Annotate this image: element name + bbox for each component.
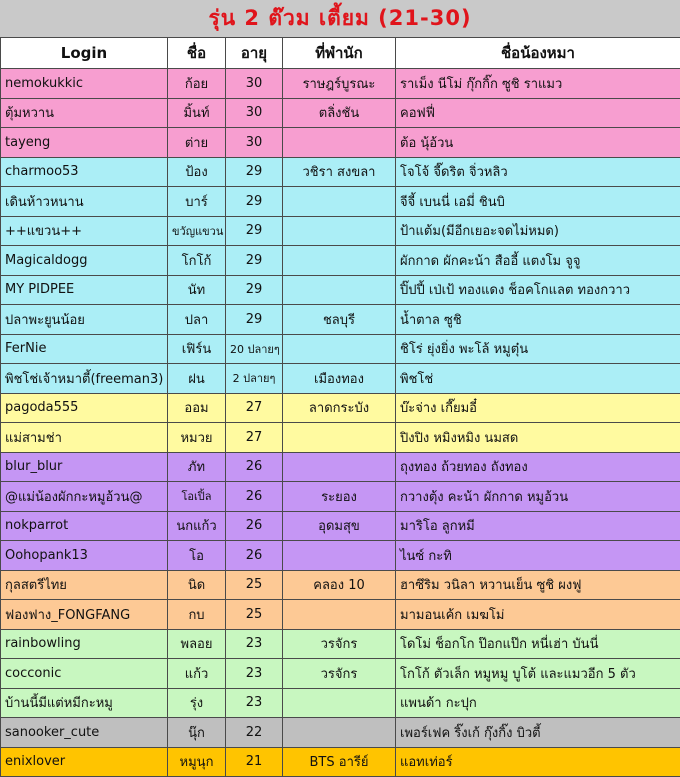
cell-pets: ต้อ นุ้อ้วน (396, 128, 680, 158)
cell-age: 25 (226, 570, 283, 600)
cell-login: MY PIDPEE (1, 275, 168, 305)
cell-place: เมืองทอง (283, 364, 396, 394)
cell-name: หมูนุก (168, 747, 226, 777)
table-row (1, 364, 680, 394)
cell-age: 30 (226, 128, 283, 158)
table-row (1, 69, 680, 99)
cell-place (283, 541, 396, 571)
cell-name: ปลา (168, 305, 226, 335)
cell-login: @แม่น้องผักกะหมูอ้วน@ (1, 482, 168, 512)
cell-place (283, 423, 396, 453)
cell-name: โอ (168, 541, 226, 571)
cell-age: 26 (226, 541, 283, 571)
cell-pets: ป้าแต้ม(มีอีกเยอะจดไม่หมด) (396, 216, 680, 246)
cell-age: 29 (226, 157, 283, 187)
cell-login: cocconic (1, 659, 168, 689)
cell-name: นิด (168, 570, 226, 600)
table-row (1, 659, 680, 689)
cell-login: tayeng (1, 128, 168, 158)
cell-place: BTS อารีย์ (283, 747, 396, 777)
table-row (1, 511, 680, 541)
cell-pets: ปิงปิง หมิงหมิง นมสด (396, 423, 680, 453)
cell-name: พลอย (168, 629, 226, 659)
cell-name: โกโก้ (168, 246, 226, 276)
cell-name: นัท (168, 275, 226, 305)
cell-login: ปลาพะยูนน้อย (1, 305, 168, 335)
cell-pets: โดโม่ ช็อกโก ป๊อกแป๊ก หนี่เฮ่า บันนี่ (396, 629, 680, 659)
cell-place: คลอง 10 (283, 570, 396, 600)
table-row (1, 98, 680, 128)
cell-login: rainbowling (1, 629, 168, 659)
cell-name: นุ๊ก (168, 718, 226, 748)
table-row (1, 187, 680, 217)
cell-pets: โจโจ้ จี๊ดริต จิ่วหลิว (396, 157, 680, 187)
cell-pets: มาริโอ ลูกหมี (396, 511, 680, 541)
cell-pets: ราเม็ง นีโม่ กุ๊กกิ๊ก ซูชิ ราแมว (396, 69, 680, 99)
cell-login: enixlover (1, 747, 168, 777)
cell-pets: กวางตุ้ง คะน้า ผักกาด หมูอ้วน (396, 482, 680, 512)
cell-login: แม่สามช่า (1, 423, 168, 453)
table-row (1, 747, 680, 777)
cell-place: ระยอง (283, 482, 396, 512)
cell-name: มิ้นท์ (168, 98, 226, 128)
table-row (1, 482, 680, 512)
cell-place: อุดมสุข (283, 511, 396, 541)
cell-pets: ปิ๊ปปี้ เป่เป้ ทองแดง ช็อคโกแลต ทองกวาว (396, 275, 680, 305)
cell-pets: ไนซ์ กะทิ (396, 541, 680, 571)
cell-age: 22 (226, 718, 283, 748)
cell-age: 29 (226, 305, 283, 335)
cell-age: 29 (226, 216, 283, 246)
cell-pets: น้ำตาล ซูชิ (396, 305, 680, 335)
cell-name: บาร์ (168, 187, 226, 217)
cell-login: sanooker_cute (1, 718, 168, 748)
cell-login: nemokukkic (1, 69, 168, 99)
cell-age: 26 (226, 511, 283, 541)
cell-pets: ชิโร่ ยุ่งยิ่ง พะโล้ หมูตุ๋น (396, 334, 680, 364)
cell-name: ภัท (168, 452, 226, 482)
cell-name: ก้อย (168, 69, 226, 99)
table-row (1, 157, 680, 187)
cell-age: 27 (226, 393, 283, 423)
cell-login: nokparrot (1, 511, 168, 541)
page-title: รุ่น 2 ต๊วม เตี้ยม (21-30) (208, 2, 471, 35)
cell-pets: คอฟฟี่ (396, 98, 680, 128)
table-row (1, 275, 680, 305)
cell-age: 23 (226, 659, 283, 689)
cell-age: 26 (226, 452, 283, 482)
table-row (1, 334, 680, 364)
cell-age: 26 (226, 482, 283, 512)
cell-place (283, 275, 396, 305)
cell-login: เดินห้าวหนาน (1, 187, 168, 217)
cell-login: FerNie (1, 334, 168, 364)
cell-place (283, 334, 396, 364)
cell-login: ฟองฟาง_FONGFANG (1, 600, 168, 630)
cell-age: 20 ปลายๆ (226, 334, 283, 364)
cell-place (283, 452, 396, 482)
table-row (1, 541, 680, 571)
cell-name: ขวัญแขวน (168, 216, 226, 246)
cell-place (283, 688, 396, 718)
cell-name: ต่าย (168, 128, 226, 158)
table-row (1, 393, 680, 423)
cell-login: pagoda555 (1, 393, 168, 423)
table-row (1, 629, 680, 659)
cell-login: blur_blur (1, 452, 168, 482)
cell-place: ลาดกระบัง (283, 393, 396, 423)
table-row (1, 246, 680, 276)
header-name: ชื่อ (168, 38, 226, 69)
cell-pets: จีจี้ เบนนี่ เอมี่ ชินบิ (396, 187, 680, 217)
cell-age: 29 (226, 246, 283, 276)
table-row (1, 570, 680, 600)
cell-place (283, 187, 396, 217)
cell-place (283, 600, 396, 630)
cell-age: 21 (226, 747, 283, 777)
cell-place (283, 718, 396, 748)
cell-name: ออม (168, 393, 226, 423)
title-bar (0, 0, 680, 37)
cell-pets: ผักกาด ผักคะน้า สืออี้ แตงโม จูจู (396, 246, 680, 276)
cell-age: 30 (226, 69, 283, 99)
cell-age: 29 (226, 187, 283, 217)
cell-place (283, 128, 396, 158)
members-table (0, 37, 680, 777)
table-row (1, 688, 680, 718)
cell-login: charmoo53 (1, 157, 168, 187)
header-place: ที่พำนัก (283, 38, 396, 69)
cell-name: รุ่ง (168, 688, 226, 718)
cell-name: นกแก้ว (168, 511, 226, 541)
cell-age: 23 (226, 688, 283, 718)
table-row (1, 718, 680, 748)
cell-name: ฝน (168, 364, 226, 394)
cell-place: ชลบุรี (283, 305, 396, 335)
cell-login: กุลสตรีไทย (1, 570, 168, 600)
cell-name: ป้อง (168, 157, 226, 187)
header-age: อายุ (226, 38, 283, 69)
cell-age: 27 (226, 423, 283, 453)
table-row (1, 305, 680, 335)
cell-login: พิชโช่เจ้าหมาตี้(freeman3) (1, 364, 168, 394)
cell-login: ++แขวน++ (1, 216, 168, 246)
cell-login: บ้านนี้มีแต่หมีกะหมู (1, 688, 168, 718)
cell-pets: ฮาซึริม วนิลา หวานเย็น ซูชิ ผงฟู (396, 570, 680, 600)
cell-name: หมวย (168, 423, 226, 453)
cell-place: ตลิ่งชัน (283, 98, 396, 128)
table-row (1, 216, 680, 246)
cell-pets: พิชโช่ (396, 364, 680, 394)
cell-pets: โกโก้ ตัวเล็ก หมูหมู บูโต้ และแมวอีก 5 ตัว (396, 659, 680, 689)
cell-place: วรจักร (283, 629, 396, 659)
cell-age: 23 (226, 629, 283, 659)
cell-place (283, 246, 396, 276)
cell-place (283, 216, 396, 246)
table-row (1, 423, 680, 453)
cell-pets: ถุงทอง ถ้วยทอง ถังทอง (396, 452, 680, 482)
cell-age: 25 (226, 600, 283, 630)
cell-name: แก้ว (168, 659, 226, 689)
cell-pets: บ๊ะจ่าง เกี๊ยมอี๋ (396, 393, 680, 423)
header-row (1, 38, 680, 69)
cell-pets: แพนด้า กะปุก (396, 688, 680, 718)
cell-age: 30 (226, 98, 283, 128)
table-row (1, 128, 680, 158)
cell-age: 29 (226, 275, 283, 305)
cell-pets: แอทเท่อร์ (396, 747, 680, 777)
cell-login: Magicaldogg (1, 246, 168, 276)
header-pets: ชื่อน้องหมา (396, 38, 680, 69)
cell-name: โอเปิ้ล (168, 482, 226, 512)
cell-pets: เพอร์เฟค ริ๊งเก้ กุ๊งกิ๊ง บิวตี้ (396, 718, 680, 748)
table-row (1, 600, 680, 630)
cell-place: วรจักร (283, 659, 396, 689)
cell-name: เฟิร์น (168, 334, 226, 364)
cell-pets: มามอนเค้ก เมฆโม่ (396, 600, 680, 630)
cell-place: ราษฎร์บูรณะ (283, 69, 396, 99)
cell-age: 2 ปลายๆ (226, 364, 283, 394)
cell-place: วชิรา สงขลา (283, 157, 396, 187)
header-login: Login (1, 38, 168, 69)
cell-login: ตุ้มหวาน (1, 98, 168, 128)
cell-login: Oohopank13 (1, 541, 168, 571)
table-row (1, 452, 680, 482)
cell-name: กบ (168, 600, 226, 630)
